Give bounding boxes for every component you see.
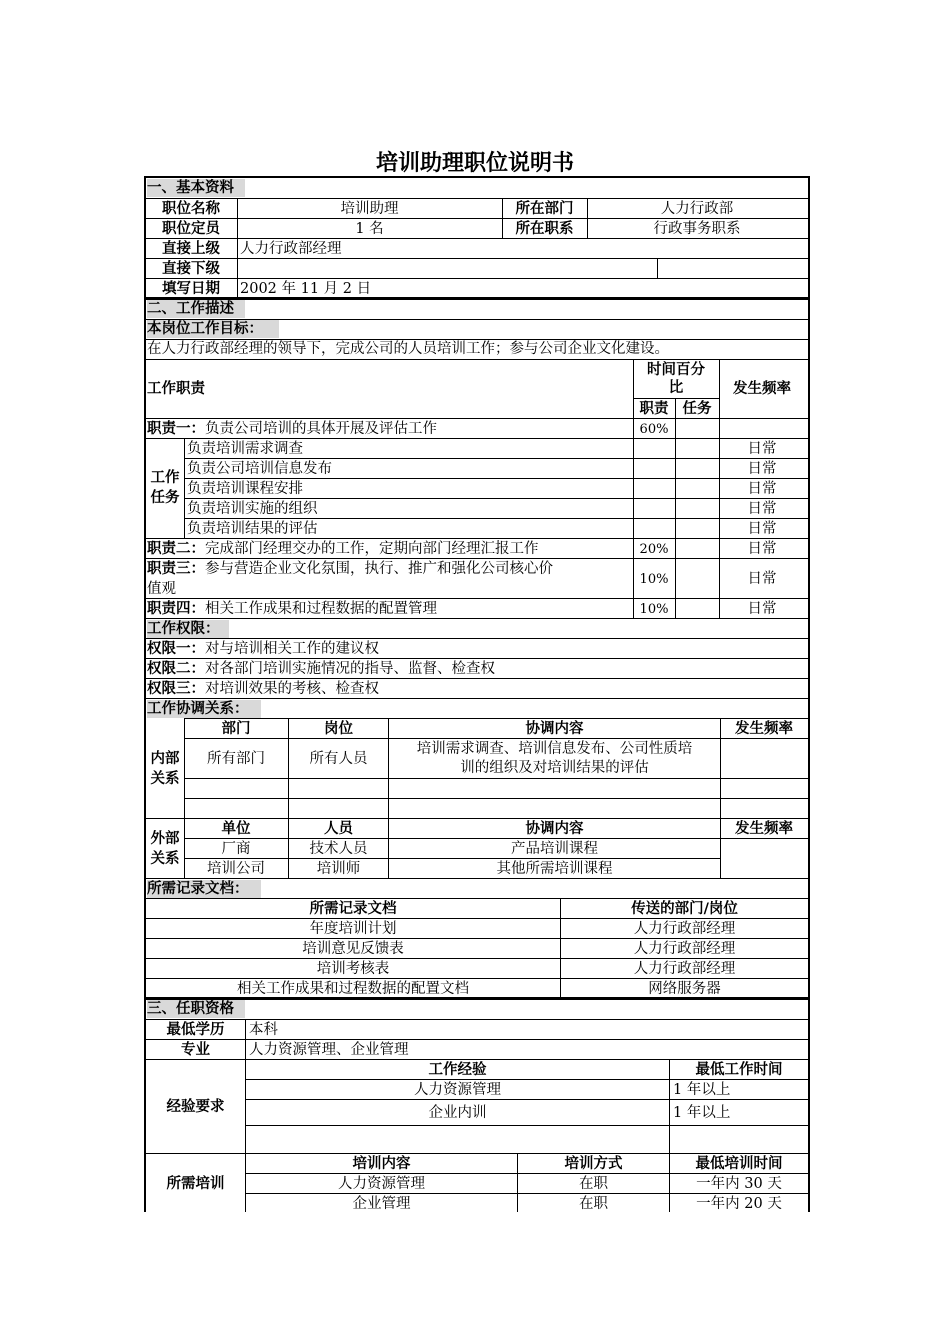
duty-3-percent: 10% (639, 572, 669, 587)
task-frequency: 日常 (747, 481, 777, 497)
external-content: 产品培训课程 (511, 841, 598, 857)
experience-item: 企业内训 (428, 1105, 487, 1121)
time-percent-label: 时间百分 (647, 362, 705, 378)
duty-4-frequency: 日常 (747, 601, 777, 617)
internal-content-header: 协调内容 (525, 721, 584, 737)
internal-post-header: 岗位 (324, 721, 353, 737)
records-label: 所需记录文档： (147, 880, 261, 898)
internal-content-cont: 训的组织及对培训结果的评估 (460, 760, 649, 776)
record-doc: 相关工作成果和过程数据的配置文档 (237, 981, 469, 997)
internal-dept-header: 部门 (221, 721, 251, 737)
external-unit-header: 单位 (221, 821, 251, 837)
experience-min: 1 年以上 (673, 1082, 731, 1098)
experience-header: 工作经验 (428, 1062, 487, 1078)
duty-1-label: 职责一： (147, 421, 205, 437)
external-person-header: 人员 (324, 821, 353, 837)
duty-4 (147, 600, 437, 618)
record-doc: 培训考核表 (316, 961, 390, 977)
record-target: 人力行政部经理 (633, 961, 736, 977)
training-content: 人力资源管理 (338, 1176, 425, 1192)
duty-4-percent: 10% (639, 602, 669, 617)
duty-3-text: 参与营造企业文化氛围，执行、推广和强化公司核心价 (205, 561, 553, 577)
external-person: 技术人员 (309, 841, 368, 857)
superior-label: 直接上级 (162, 241, 220, 257)
coordination-label: 工作协调关系： (147, 700, 261, 718)
duty-2 (147, 540, 539, 558)
experience-min: 1 年以上 (673, 1105, 731, 1121)
authority-item: 权限三：对培训效果的考核、检查权 (147, 681, 379, 697)
experience-item: 人力资源管理 (414, 1082, 501, 1098)
external-content: 其他所需培训课程 (496, 861, 613, 877)
record-target: 人力行政部经理 (633, 921, 736, 937)
internal-post: 所有人员 (309, 751, 368, 767)
duty-column-label: 职责 (639, 401, 669, 417)
training-method: 在职 (579, 1176, 608, 1192)
position-name-value: 培训助理 (340, 201, 399, 217)
duty-1-text: 负责公司培训的具体开展及评估工作 (205, 421, 437, 437)
major-value: 人力资源管理、企业管理 (249, 1042, 409, 1058)
internal-relations-label: 内部 (150, 751, 180, 767)
training-content-header: 培训内容 (352, 1156, 411, 1172)
job-goal-text: 在人力行政部经理的领导下，完成公司的人员培训工作；参与公司企业文化建设。 (147, 341, 669, 357)
duty-3 (147, 560, 553, 578)
records-target-header: 传送的部门/岗位 (631, 901, 738, 917)
tasks-label-2: 任务 (150, 490, 180, 506)
duty-3-label: 职责三： (147, 561, 205, 577)
task-column-label: 任务 (682, 401, 712, 417)
task-item: 负责培训实施的组织 (187, 501, 318, 517)
page-title: 培训助理职位说明书 (375, 151, 574, 176)
duty-2-percent: 20% (639, 542, 669, 557)
min-training-time-header: 最低培训时间 (695, 1156, 783, 1172)
time-percent-label-2: 比 (668, 380, 684, 396)
task-frequency: 日常 (747, 521, 777, 537)
duty-1 (147, 420, 437, 438)
task-item: 负责公司培训信息发布 (187, 461, 332, 477)
headcount-label: 职位定员 (162, 221, 220, 237)
task-item: 负责培训课程安排 (187, 481, 303, 497)
fill-date-label: 填写日期 (162, 281, 220, 297)
record-target: 人力行政部经理 (633, 941, 736, 957)
duty-3-frequency: 日常 (747, 571, 777, 587)
task-item: 负责培训需求调查 (187, 441, 303, 457)
training-min-time: 一年内 20 天 (696, 1196, 782, 1212)
position-name-label: 职位名称 (162, 201, 220, 217)
records-doc-header: 所需记录文档 (309, 901, 397, 917)
duty-2-text: 完成部门经理交办的工作，定期向部门经理汇报工作 (205, 541, 539, 557)
subordinate-label: 直接下级 (162, 261, 220, 277)
superior-value: 人力行政部经理 (240, 241, 342, 257)
record-doc: 培训意见反馈表 (302, 941, 404, 957)
education-value: 本科 (249, 1022, 278, 1038)
min-work-time-header: 最低工作时间 (695, 1062, 783, 1078)
task-frequency: 日常 (747, 441, 777, 457)
training-min-time: 一年内 30 天 (696, 1176, 782, 1192)
duty-1-percent: 60% (639, 422, 669, 437)
record-target: 网络服务器 (648, 981, 721, 997)
section-qualification-heading: 三、任职资格 (147, 1000, 245, 1018)
external-unit: 培训公司 (207, 861, 265, 877)
major-label: 专业 (181, 1042, 210, 1058)
external-relations-label: 外部 (150, 831, 180, 847)
job-series-value: 行政事务职系 (653, 221, 741, 237)
section-description-heading: 二、工作描述 (147, 300, 245, 318)
training-content: 企业管理 (352, 1196, 411, 1212)
department-label: 所在部门 (515, 201, 574, 217)
authority-item: 权限二：对各部门培训实施情况的指导、监督、检查权 (147, 661, 495, 677)
duty-2-frequency: 日常 (747, 541, 777, 557)
internal-content: 培训需求调查、培训信息发布、公司性质培 (416, 741, 693, 757)
task-frequency: 日常 (747, 501, 777, 517)
fill-date-value: 2002 年 11 月 2 日 (240, 281, 372, 297)
department-value: 人力行政部 (660, 201, 734, 217)
section-basic-heading: 一、基本资料 (147, 179, 245, 197)
duty-3-text-cont: 值观 (147, 581, 176, 597)
training-method-header: 培训方式 (564, 1156, 623, 1172)
external-person: 培训师 (316, 861, 361, 877)
tasks-label: 工作 (150, 470, 180, 486)
duty-4-text: 相关工作成果和过程数据的配置管理 (205, 601, 437, 617)
education-label: 最低学历 (166, 1022, 225, 1038)
duty-2-label: 职责二： (147, 541, 205, 557)
authority-label: 工作权限： (147, 620, 229, 638)
duty-4-label: 职责四： (147, 601, 205, 617)
task-frequency: 日常 (747, 461, 777, 477)
headcount-value: 1 名 (355, 221, 384, 237)
internal-dept: 所有部门 (207, 751, 265, 767)
external-content-header: 协调内容 (525, 821, 584, 837)
task-item: 负责培训结果的评估 (187, 521, 318, 537)
training-method: 在职 (579, 1196, 608, 1212)
internal-frequency-header: 发生频率 (735, 721, 793, 737)
job-description-form (144, 176, 810, 1212)
record-doc: 年度培训计划 (309, 921, 397, 937)
internal-relations-label-2: 关系 (150, 771, 180, 787)
training-label: 所需培训 (166, 1176, 225, 1192)
job-series-label: 所在职系 (515, 221, 574, 237)
external-unit: 厂商 (221, 841, 251, 857)
experience-label: 经验要求 (166, 1099, 225, 1115)
external-relations-label-2: 关系 (150, 851, 180, 867)
external-frequency-header: 发生频率 (735, 821, 793, 837)
frequency-label: 发生频率 (733, 381, 791, 397)
authority-item: 权限一：对与培训相关工作的建议权 (147, 641, 379, 657)
duties-label: 工作职责 (147, 381, 205, 397)
job-goal-label: 本岗位工作目标： (147, 320, 279, 338)
